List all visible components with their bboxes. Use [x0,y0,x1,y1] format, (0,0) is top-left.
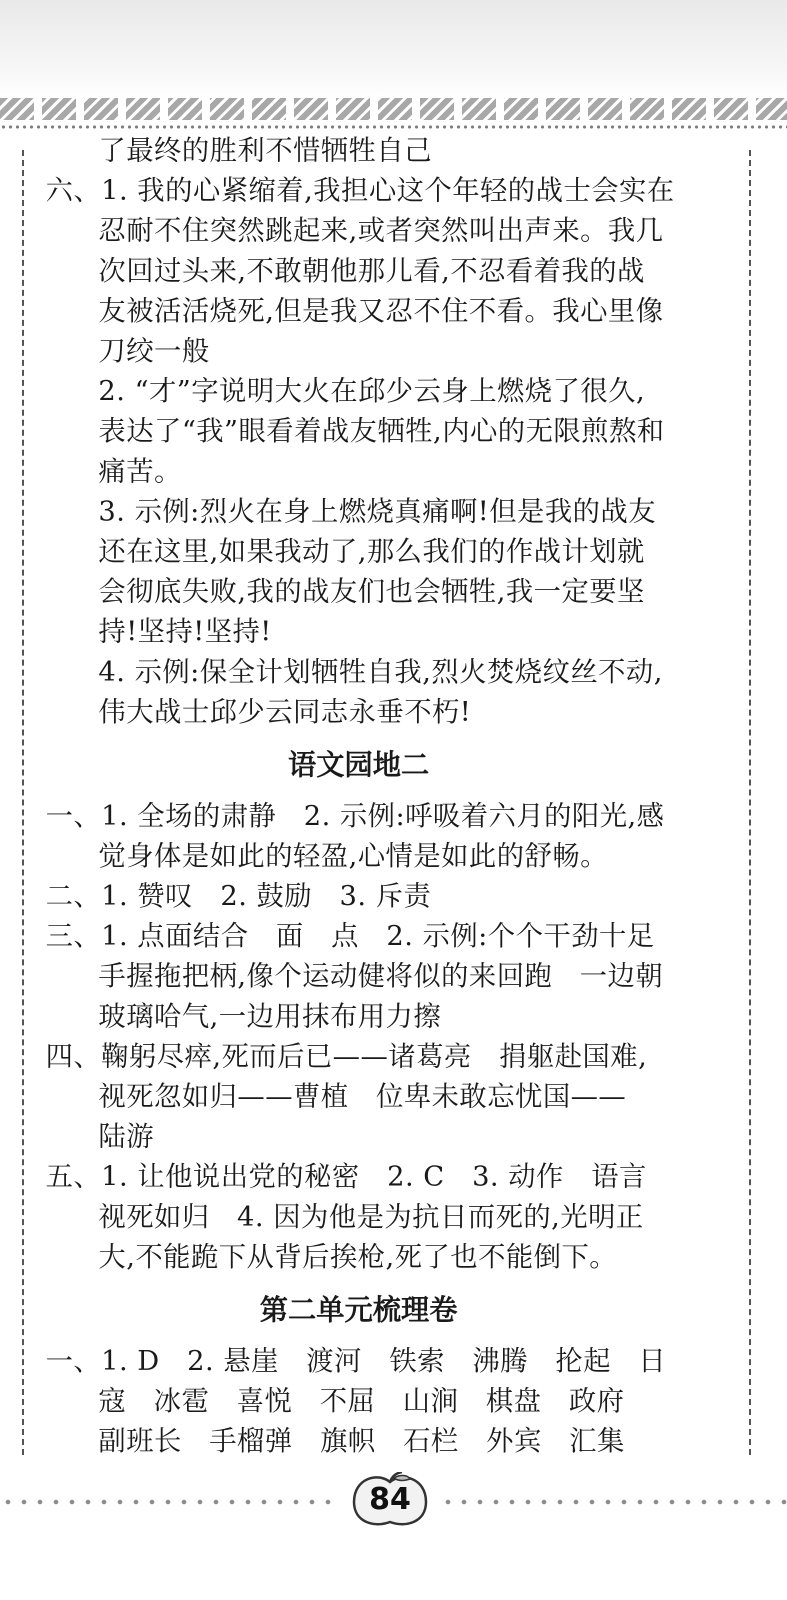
text-line: 还在这里,如果我动了,那么我们的作战计划就 [98,535,645,568]
left-dashed-rule [22,150,24,1455]
section-heading: 第二单元梳理卷 [259,1294,458,1327]
text-line: 陆游 [98,1120,155,1153]
text-line: 视死如归 4. 因为他是为抗日而死的,光明正 [98,1201,644,1234]
text-line: 玻璃哈气,一边用抹布用力擦 [98,1000,442,1033]
footer-dots-left [0,1497,340,1507]
text-line: 六、1. 我的心紧缩着,我担心这个年轻的战士会实在 [45,174,675,207]
text-line: 五、1. 让他说出党的秘密 2. C 3. 动作 语言 [45,1161,647,1193]
footer-dots-right [440,1497,787,1507]
text-line: 表达了“我”眼看着战友牺牲,内心的无限煎熬和 [98,415,665,448]
text-line: 次回过头来,不敢朝他那儿看,不忍看着我的战 [98,255,645,288]
text-line: 持!坚持!坚持! [98,616,272,648]
text-line: 三、1. 点面结合 面 点 2. 示例:个个干劲十足 [45,920,655,953]
text-line: 友被活活烧死,但是我又忍不住不看。我心里像 [98,295,664,328]
top-dashed-border [0,98,787,120]
top-shade [0,0,787,100]
text-line: 了最终的胜利不惜牺牲自己 [98,134,432,167]
text-line: 痛苦。 [98,455,182,488]
text-line: 会彻底失败,我的战友们也会牺牲,我一定要坚 [98,575,645,608]
text-line: 觉身体是如此的轻盈,心情是如此的舒畅。 [98,840,608,873]
text-line: 二、1. 赞叹 2. 鼓励 3. 斥责 [45,880,432,913]
text-line: 2. “才”字说明大火在邱少云身上燃烧了很久, [98,375,646,408]
top-dotted-border [0,124,787,130]
text-line: 一、1. D 2. 悬崖 渡河 铁索 沸腾 抡起 日 [45,1345,667,1378]
text-line: 伟大战士邱少云同志永垂不朽! [98,696,472,729]
page-number: 84 [369,1482,411,1517]
text-line: 视死忽如归——曹植 位卑未敢忘忧国—— [98,1080,627,1113]
text-line: 副班长 手榴弹 旗帜 石栏 外宾 汇集 [98,1425,625,1458]
text-line: 手握拖把柄,像个运动健将似的来回跑 一边朝 [98,960,664,993]
text-line: 3. 示例:烈火在身上燃烧真痛啊!但是我的战友 [98,495,657,528]
text-line: 寇 冰雹 喜悦 不屈 山涧 棋盘 政府 [98,1385,625,1418]
section-heading: 语文园地二 [287,749,430,782]
text-line: 忍耐不住突然跳起来,或者突然叫出声来。我几 [98,215,664,247]
text-line: 刀绞一般 [98,335,210,368]
text-line: 一、1. 全场的肃静 2. 示例:呼吸着六月的阳光,感 [45,800,665,833]
text-line: 4. 示例:保全计划牺牲自我,烈火焚烧纹丝不动, [98,656,663,689]
text-line: 四、鞠躬尽瘁,死而后已——诸葛亮 捐躯赴国难, [45,1040,648,1073]
text-line: 大,不能跪下从背后挨枪,死了也不能倒下。 [98,1241,618,1274]
